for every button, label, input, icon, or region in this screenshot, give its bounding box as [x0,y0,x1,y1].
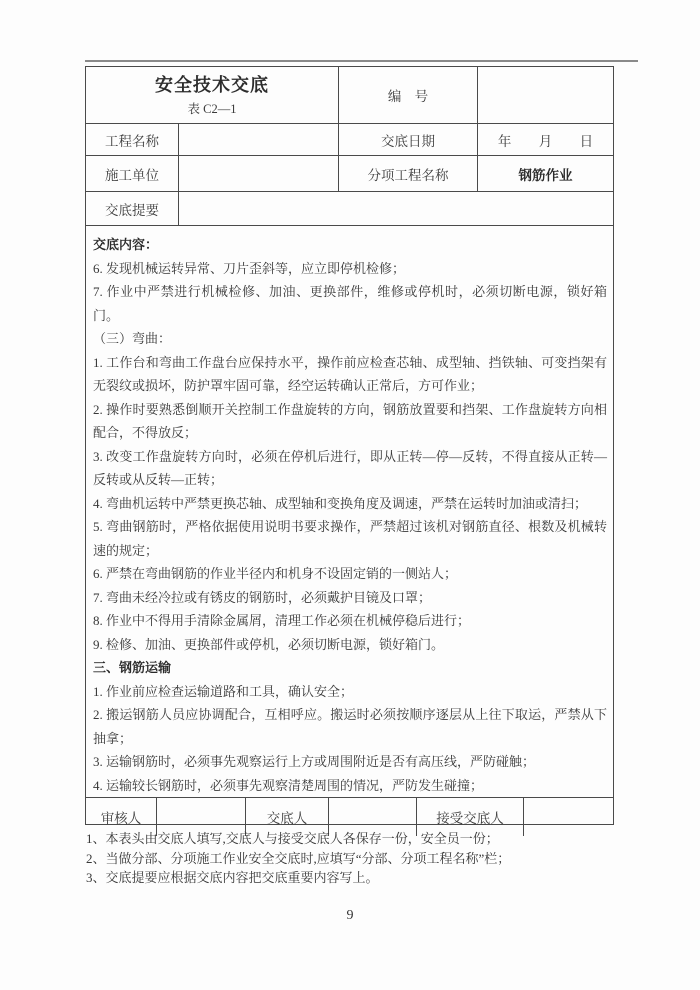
disclosure-date-label: 交底日期 [339,124,478,155]
top-rule [85,60,638,62]
summary-value-cell [179,192,613,225]
content-paragraph: 3. 改变工作盘旋转方向时，必须在停机后进行，即从正转—停—反转，不得直接从正转—反转或从反转—正转； [93,448,607,487]
disclosure-date-value-cell: 年 月 日 [497,133,594,149]
content-paragraph: 7. 作业中严禁进行机械检修、加油、更换部件，维修或停机时，必须切断电源，锁好箱门。 [93,284,607,323]
content-paragraph: 9. 检修、加油、更换部件或停机，必须切断电源，锁好箱门。 [93,636,445,652]
project-row [86,124,613,156]
page-number: 9 [346,908,354,923]
sub-project-label: 分项工程名称 [339,156,478,191]
contractor-row [86,156,613,192]
summary-row [86,192,613,226]
footer-note: 3、交底提要应根据交底内容把交底重要内容写上。 [86,870,379,885]
summary-label: 交底提要 [86,192,179,225]
footer-notes [86,829,621,888]
form-title: 安全技术交底 [155,74,269,95]
form-code: 表 C2—1 [187,101,237,116]
reviewer-label: 审核人 [86,798,157,836]
content-paragraph: 1. 作业前应检查运输道路和工具，确认安全； [93,683,354,699]
content-paragraph: 2. 操作时要熟悉倒顺开关控制工作盘旋转的方向，钢筋放置要和挡架、工作盘旋转方向相配合，不得放反； [93,401,607,440]
content-paragraph: 7. 弯曲未经冷拉或有锈皮的钢筋时，必须戴护目镜及口罩； [93,589,432,605]
content-paragraph: 1. 工作台和弯曲工作盘台应保持水平，操作前应检查芯轴、成型轴、挡铁轴、可变挡架有无裂纹或损坏，防护罩牢固可靠，经空运转确认正常后，方可作业； [93,354,607,393]
sub-project-value: 钢筋作业 [518,167,573,183]
footer-note: 1、本表头由交底人填写,交底人与接受交底人各保存一份，安全员一份； [86,831,499,846]
safety-disclosure-form-table [85,66,614,825]
content-paragraph: 4. 弯曲机运转中严禁更换芯轴、成型轴和变换角度及调速，严禁在运转时加油或清扫； [93,495,588,511]
content-paragraph: 8. 作业中不得用手清除金属屑，清理工作必须在机械停稳后进行； [93,613,471,628]
disclosure-content [86,226,613,797]
content-paragraph: 2. 搬运钢筋人员应协调配合，互相呼应。搬运时必须按顺序逐层从上往下取运，严禁从下抽拿； [93,707,607,746]
content-paragraph: 4. 运输较长钢筋时，必须事先观察清楚周围的情况，严防发生碰撞； [93,777,484,793]
content-paragraph: 5. 弯曲钢筋时，严格依据使用说明书要求操作，严禁超过该机对钢筋直径、根数及机械转速的规定； [93,519,607,558]
content-paragraph: （三）弯曲： [93,331,172,346]
contractor-value-cell [179,156,339,191]
form-title-cell [86,67,339,123]
number-value-cell [478,67,613,123]
project-name-value-cell [179,124,339,155]
footer-note: 2、当做分部、分项施工作业安全交底时,应填写“分部、分项工程名称”栏； [86,850,511,866]
content-row [86,226,613,798]
receiver-label: 接受交底人 [417,798,524,836]
content-heading: 交底内容： [93,237,159,252]
contractor-label: 施工单位 [86,156,179,191]
content-paragraph: 6. 发现机械运转异常、刀片歪斜等，应立即停机检修； [93,260,406,276]
number-label: 编 号 [339,67,478,123]
project-name-label: 工程名称 [86,124,179,155]
content-paragraph: 3. 运输钢筋时，必须事先观察运行上方或周围附近是否有高压线，严防碰触； [93,754,536,769]
discloser-label: 交底人 [246,798,329,836]
content-paragraph: 6. 严禁在弯曲钢筋的作业半径内和机身不设固定销的一侧站人； [93,566,458,581]
header-row [86,67,613,124]
content-section-heading: 三、钢筋运输 [93,660,172,675]
